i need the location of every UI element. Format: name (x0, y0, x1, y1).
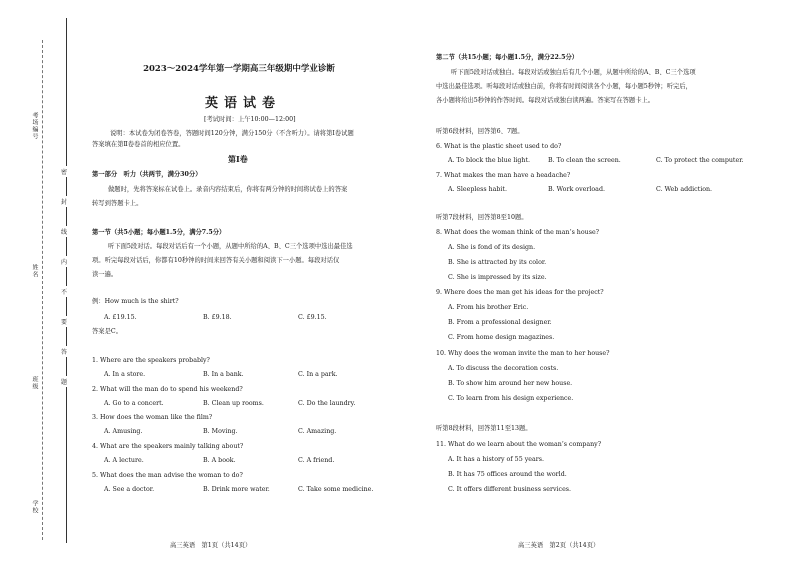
option-a: A. Sleepless habit. (448, 186, 507, 193)
option-c: C. In a park. (298, 371, 338, 378)
option-a: A. See a doctor. (104, 486, 155, 493)
exam-title: 2023～2024学年第一学期高三年级期中学业诊断 (143, 64, 335, 74)
part-heading: 第一部分 听力（共两节，满分30分） (92, 171, 202, 178)
page-footer-left: 高三英语 第1页（共14页） (170, 542, 252, 549)
part-desc: 做题时，先将答案标在试卷上。录音内容结束后，你将有两分钟的时间将试卷上的答案 (108, 186, 348, 193)
class-label: 班级 (31, 376, 38, 390)
section-desc: 听下面5段对话或独白。每段对话或独白后有几个小题，从题中所给的A、B、C三个选项 (451, 69, 696, 76)
section-desc: 中选出最佳选项。听每段对话或独白前，你将有时间阅读各个小题，每小题5秒钟；听完后， (436, 83, 692, 90)
option-b: B. From a professional designer. (448, 319, 552, 326)
option-b: B. £9.18. (203, 314, 232, 321)
option-b: B. A book. (203, 457, 236, 464)
option-b: B. It has 75 offices around the world. (448, 471, 567, 478)
option-a: A. In a store. (104, 371, 146, 378)
example-question: 例：How much is the shirt? (92, 298, 179, 305)
binding-line (66, 18, 67, 543)
question: 8. What does the woman think of the man’s house? (436, 229, 600, 236)
option-c: C. Amazing. (298, 428, 337, 435)
section-desc: 各小题将给出5秒钟的作答时间。每段对话或独白读两遍。答案写在答题卡上。 (436, 97, 655, 104)
section-desc: 项。听完每段对话后，你都有10秒钟的时间来回答有关小题和阅读下一小题。每段对话仅 (92, 257, 340, 264)
seal-char: 要 (61, 316, 67, 327)
question: 5. What does the man advise the woman to do? (92, 472, 243, 479)
seal-dashed-line (42, 40, 43, 540)
seal-char: 题 (61, 376, 67, 387)
question: 11. What do we learn about the woman’s company? (436, 441, 602, 448)
section-heading: 第二节（共15小题；每小题1.5分，满分22.5分） (436, 54, 579, 61)
option-b: B. In a bank. (203, 371, 244, 378)
option-c: C. Take some medicine. (298, 486, 374, 493)
section-desc: 读一遍。 (92, 271, 118, 278)
seal-char: 答 (61, 346, 67, 357)
question: 9. Where does the man get his ideas for the project? (436, 289, 604, 296)
page-footer-right: 高三英语 第2页（共14页） (518, 542, 600, 549)
question: 2. What will the man do to spend his weekend? (92, 386, 243, 393)
option-c: C. Web addiction. (656, 186, 713, 193)
section-heading: 第一节（共5小题；每小题1.5分，满分7.5分） (92, 229, 226, 236)
option-a: A. A lecture. (104, 457, 144, 464)
group-instruction: 听第8段材料，回答第11至13题。 (436, 425, 532, 432)
example-answer: 答案是C。 (92, 328, 123, 335)
question: 1. Where are the speakers probably? (92, 357, 210, 364)
seal-char: 线 (61, 226, 67, 237)
section-desc: 听下面5段对话。每段对话后有一个小题，从题中所给的A、B、C三个选项中选出最佳选 (108, 243, 353, 250)
instructions-line: 说明：本试卷为闭卷答卷，答题时间120分钟，满分150分（不含听力）。请将第Ⅰ卷试题 (110, 130, 354, 137)
option-c: C. Do the laundry. (298, 400, 356, 407)
option-b: B. She is attracted by its color. (448, 259, 547, 266)
option-c: C. She is impressed by its size. (448, 274, 547, 281)
option-a: A. It has a history of 55 years. (448, 456, 544, 463)
option-a: A. £19.15. (104, 314, 137, 321)
option-a: A. To discuss the decoration costs. (448, 365, 559, 372)
question: 4. What are the speakers mainly talking about? (92, 443, 244, 450)
option-c: C. To protect the computer. (656, 157, 744, 164)
option-c: C. A friend. (298, 457, 335, 464)
instructions-line: 答案填在第Ⅱ卷卷首的相应位置。 (92, 141, 185, 148)
seal-char: 不 (61, 286, 67, 297)
option-a: A. Amusing. (104, 428, 143, 435)
option-b: B. To clean the screen. (548, 157, 621, 164)
option-b: B. Drink more water. (203, 486, 270, 493)
option-b: B. Work overload. (548, 186, 605, 193)
exam-subtitle: 英语试卷 (205, 96, 282, 111)
option-a: A. From his brother Eric. (448, 304, 529, 311)
volume-heading: 第Ⅰ卷 (228, 154, 248, 164)
question: 10. Why does the woman invite the man to her house? (436, 350, 610, 357)
kaochang-label: 考场编号 (31, 112, 38, 140)
question: 6. What is the plastic sheet used to do? (436, 143, 562, 150)
option-a: A. Go to a concert. (104, 400, 164, 407)
option-b: B. Clean up rooms. (203, 400, 264, 407)
option-c: C. From home design magazines. (448, 334, 555, 341)
option-c: C. It offers different business services. (448, 486, 572, 493)
seal-char: 内 (61, 256, 67, 267)
option-b: B. Moving. (203, 428, 238, 435)
option-c: C. £9.15. (298, 314, 327, 321)
name-label: 姓名 (31, 264, 38, 278)
question: 3. How does the woman like the film? (92, 414, 213, 421)
option-b: B. To show him around her new house. (448, 380, 573, 387)
seal-char: 封 (61, 196, 67, 207)
seal-char: 密 (61, 166, 67, 177)
exam-time: [考试时间：上午10:00—12:00] (204, 116, 296, 123)
school-label: 学校 (31, 500, 38, 514)
option-a: A. She is fond of its design. (448, 244, 536, 251)
option-c: C. To learn from his design experience. (448, 395, 574, 402)
group-instruction: 听第6段材料，回答第6、7题。 (436, 128, 524, 135)
group-instruction: 听第7段材料，回答第8至10题。 (436, 214, 528, 221)
part-desc: 转写到答题卡上。 (92, 200, 143, 207)
option-a: A. To block the blue light. (448, 157, 531, 164)
question: 7. What makes the man have a headache? (436, 172, 571, 179)
